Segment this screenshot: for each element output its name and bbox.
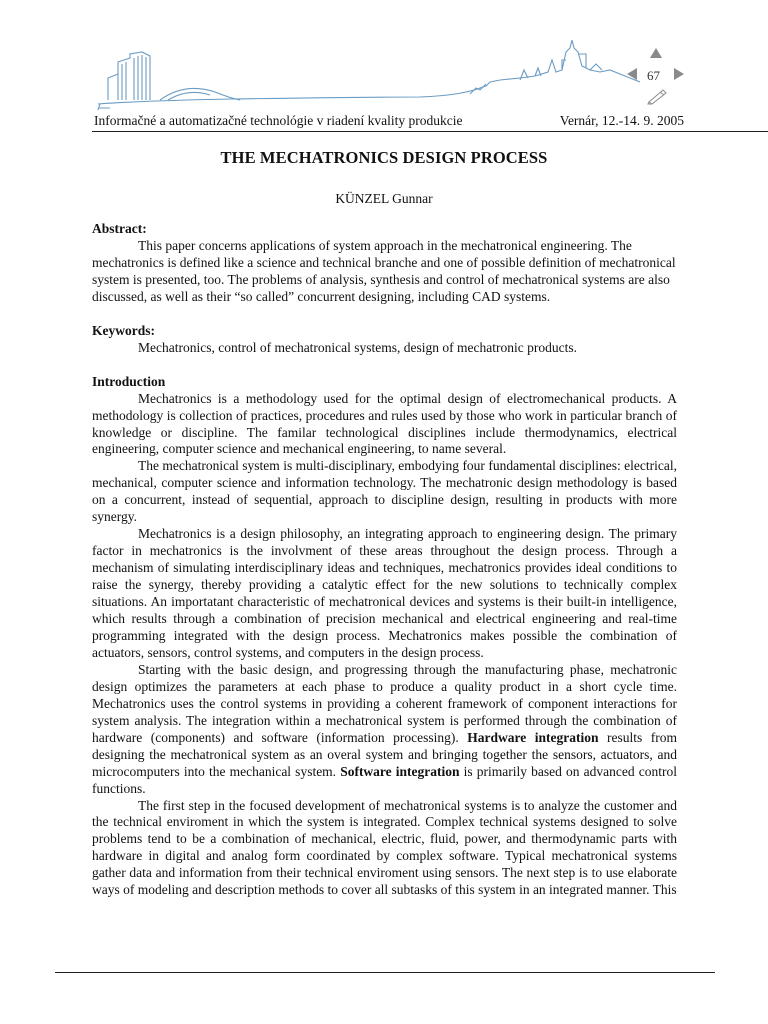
author-name: KÜNZEL Gunnar	[335, 191, 433, 206]
software-integration-term: Software integration	[340, 763, 460, 779]
pen-icon[interactable]	[646, 87, 668, 105]
intro-paragraph-4	[92, 662, 677, 798]
intro-paragraph-5: The first step in the focused development of mechatronical systems is to analyze the customer and the technical enviroment in which the system is integrated. Complex technical systems designed to solve problems tend to be a combination of mechanical, electric, fluid, power, and thermodynamic parts with hardware in digital and analog form coordinated by complex software. Typical mechatronical systems gather data and information from their technical enviroment using sensors. The next step is to use elaborate ways of modeling and description methods to cover all subtasks of this system in an integrated manner. This	[92, 797, 677, 898]
nav-left-icon[interactable]	[626, 67, 638, 81]
paper-body	[92, 221, 677, 899]
spacer	[92, 306, 677, 323]
p4-text-c: is primarily based on advanced control functions.	[92, 763, 677, 796]
abstract-text: This paper concerns applications of system approach in the mechatronical engineering. The mechatronics is defined like a science and technical branche and one of possible definition of mechatronical system is presented, too. The problems of analysis, synthesis and control of mechatronical systems are also discussed, as well as their “so called” concurrent designing, including CAD systems.	[92, 237, 676, 304]
paper-title: THE MECHATRONICS DESIGN PROCESS	[220, 148, 548, 167]
page-number: 67	[647, 68, 660, 83]
header-rule	[92, 131, 768, 132]
spacer	[92, 357, 677, 374]
nav-up-icon[interactable]	[649, 47, 663, 59]
conference-topic: Informačné a automatizačné technológie v riadení kvality produkcie	[94, 113, 463, 128]
intro-paragraph-2: The mechatronical system is multi-disciplinary, embodying four fundamental disciplines: electrical, mechanical, computer science and information technology. The mechatronic design methodology is based on a concurrent, instead of sequential, approach to discipline design, resulting in products with more synergy.	[92, 458, 677, 525]
p4-text-a: Starting with the basic design, and progressing through the manufacturing phase, mechatronic design optimizes the parameters at each phase to produce a quality product in a short cycle time. Mechatronics uses the control systems in providing a coherent framework of component interactions for system analysis. The integration within a mechatronical system is performed through the combination of hardware (components) and software (information processing).	[92, 661, 677, 745]
keywords-heading: Keywords:	[92, 322, 155, 338]
keywords-text: Mechatronics, control of mechatronical systems, design of mechatronic products.	[138, 339, 577, 355]
abstract-heading: Abstract:	[92, 221, 147, 236]
conference-place-date: Vernár, 12.-14. 9. 2005	[559, 113, 684, 128]
running-header	[94, 113, 684, 129]
p4-text-b: results from designing the mechatronical system as an overal system and bringing together the sensors, actuators, and microcomputers into the mechanical system.	[92, 729, 677, 779]
footer-rule	[55, 972, 715, 973]
intro-paragraph-3: Mechatronics is a design philosophy, an integrating approach to engineering design. The primary factor in mechatronics is the involvment of these areas throughout the design process. Through a mechanism of simulating interdisciplinary ideas and techniques, mechatronics provides ideal conditions to raise the synergy, thereby providing a catalytic effect for the new solutions to technically complex situations. An importatant characteristic of mechatronical devices and systems is their built-in intelligence, which results through a combination of precision mechanical and electrical engineering and real-time programming integrated with the design process. Mechatronics makes possible the combination of actuators, sensors, control systems, and computers in the design process.	[92, 526, 677, 660]
introduction-heading: Introduction	[92, 373, 166, 389]
hardware-integration-term: Hardware integration	[467, 729, 599, 745]
intro-paragraph-1: Mechatronics is a methodology used for the optimal design of electromechanical products. A methodology is collection of practices, procedures and rules used by those who work in particular branch of knowledge or discipline. The familar technological disciplines include thermodynamics, electrical engineering, computer science and mechanical engineering, to name several.	[92, 390, 677, 457]
nav-right-icon[interactable]	[673, 67, 685, 81]
